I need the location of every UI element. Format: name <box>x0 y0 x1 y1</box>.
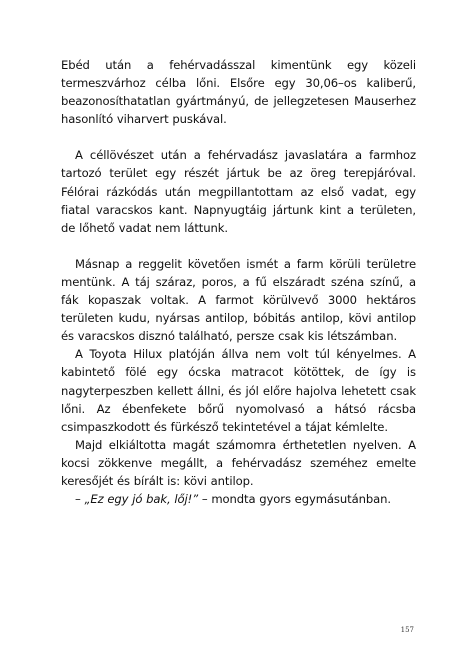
paragraph-2: A céllövészet után a fehérvadász javaslatára a farmhoz tartozó terület egy részét jártuk be az öreg terepjáróval. Félórai rázkódás után megpillantottam az első vadat, egy fiatal varacskos kant. Napnyugtáig jártunk kint a területen, de lőhető vadat nem láttunk. <box>61 148 416 235</box>
paragraph-4: A Toyota Hilux platóján állva nem volt túl kényelmes. A kabintető fölé egy ócska matracot kötöttek, de így is nagyterpeszben kellett állni, és jól előre hajolva lehetett csak lőni. Az ébenfekete bőrű nyomolvasó a hátsó rácsba csimpaszkodott és fürkésző tekintetével a tájat kémlelte. <box>61 347 416 434</box>
body-text <box>61 56 416 508</box>
paragraph-3: Másnap a reggelit követően ismét a farm körüli területre mentünk. A táj száraz, poros, a fű elszáradt széna színű, a fák kopaszak voltak. A farmot körülvevő 3000 hektáros területen kudu, nyársas antilop, bóbitás antilop, kövi antilop és varacskos disznó található, persze csak kis létszámban. <box>61 256 416 344</box>
dialogue-rest: – mondta gyors egymásutánban. <box>198 492 391 507</box>
dialogue-quote: „Ez egy jó bak, lőj!” <box>84 492 199 507</box>
page-number: 157 <box>400 626 414 634</box>
dialogue-line <box>61 490 416 508</box>
dialogue-dash: – <box>75 492 85 507</box>
paragraph-1: Ebéd után a fehérvadásszal kimentünk egy közeli termeszvárhoz célba lőni. Elsőre egy 30,06–os kaliberű, beazonosíthatatlan gyártmányú, de jellegzetesen Mauserhez hasonlító viharvert puskával. <box>61 58 416 127</box>
paragraph-5: Majd elkiáltotta magát számomra érthetetlen nyelven. A kocsi zökkenve megállt, a fehérvadász szeméhez emelte keresőjét és bírált is: kövi antilop. <box>61 437 416 488</box>
